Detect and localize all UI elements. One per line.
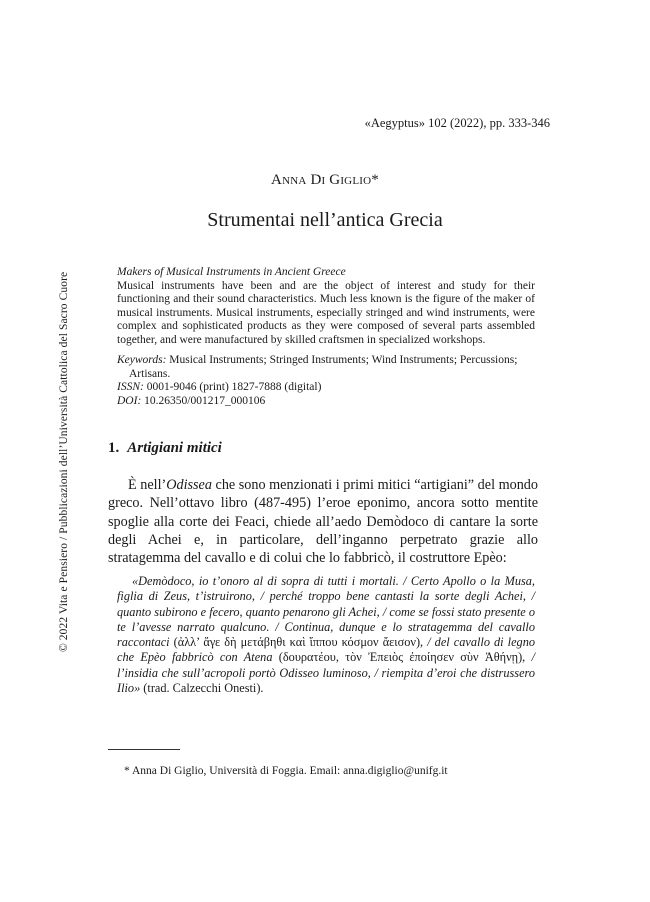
- section-title: Artigiani mitici: [127, 440, 222, 456]
- body-paragraph: [108, 476, 538, 567]
- article-metadata: [117, 354, 535, 408]
- abstract-text: Musical instruments have been and are the object of interest and study for their functioning and their sound characteristics. Much less known is the figure of the maker of musical instruments. Musical instruments, especially stringed and wind instruments, were complex and sophisticated products as they were composed of several parts assembled together, and were manufactured by skilled craftsmen in specialized workshops.: [117, 280, 535, 346]
- keywords-continuation: Artisans.: [129, 367, 171, 380]
- keywords-line: [117, 354, 535, 368]
- article-title: Strumentai nell’antica Grecia: [207, 209, 443, 231]
- journal-reference: «Aegyptus» 102 (2022), pp. 333-346: [364, 116, 550, 130]
- issn-label: ISSN:: [117, 381, 144, 394]
- keywords-label: Keywords:: [117, 354, 167, 366]
- quote-greek-1: (ἀλλ’ ἄγε δὴ μετάβηθι καὶ ἵππου κόσμον ἄεισον),: [169, 635, 428, 650]
- abstract-english-title: Makers of Musical Instruments in Ancient Greece: [117, 266, 346, 278]
- block-quote: [117, 574, 535, 696]
- doi-line: [117, 395, 535, 409]
- quote-part-3: / l’insidia che sull’acropoli portò Odisseo luminoso, / riempita d’eroi che distrussero Ilio»: [117, 650, 535, 696]
- footnote: * Anna Di Giglio, Università di Foggia. Email: anna.digiglio@unifg.it: [124, 765, 448, 777]
- footnote-rule: [108, 749, 180, 750]
- para-text-emphasis: Odissea: [166, 477, 212, 493]
- quote-greek-2: (δουρατέου, τὸν Ἐπειὸς ἐποίησεν σὺν Ἀθήνῃ),: [272, 650, 532, 665]
- section-number: 1.: [108, 440, 120, 456]
- doi-value: 10.26350/001217_000106: [141, 394, 266, 407]
- quote-part-2: / del cavallo di legno che Epèo fabbricò con Atena: [117, 635, 535, 665]
- issn-line: [117, 381, 535, 395]
- para-text-rest: che sono menzionati i primi mitici “artigiani” del mondo greco. Nell’ottavo libro (487-495) l’eroe eponimo, ancora sotto mentite spoglie alla corte dei Feaci, chiede all’aedo Demòdoco di cantare la sorte degli Achei e, in particolare, dell’inganno perpetrato grazie allo stratagemma del cavallo e di colui che lo fabbricò, il costruttore Epèo:: [108, 477, 538, 567]
- section-heading: [108, 440, 222, 457]
- article-author: Anna Di Giglio*: [271, 172, 379, 188]
- quote-part-1: «Demòdoco, io t’onoro al di sopra di tutti i mortali. / Certo Apollo o la Musa, figlia di Zeus, t’istruirono, / perché troppo bene cantasti la sorte degli Achei, / quanto subirono e fecero, quanto penarono gli Achei, / come se fossi stato presente o te l’avesse narrato qualcuno. / Continua, dunque e lo stratagemma del cavallo raccontaci: [117, 574, 535, 650]
- doi-label: DOI:: [117, 394, 142, 407]
- keywords-value: Musical Instruments; Stringed Instruments; Wind Instruments; Percussions;: [166, 354, 518, 366]
- para-text-start: È nell’: [128, 477, 167, 493]
- quote-translation-credit: (trad. Calzecchi Onesti).: [140, 681, 264, 696]
- copyright-sidebar: © 2022 Vita e Pensiero / Pubblicazioni dell’Università Cattolica del Sacro Cuore: [58, 271, 70, 652]
- issn-value: 0001-9046 (print) 1827-7888 (digital): [143, 381, 322, 394]
